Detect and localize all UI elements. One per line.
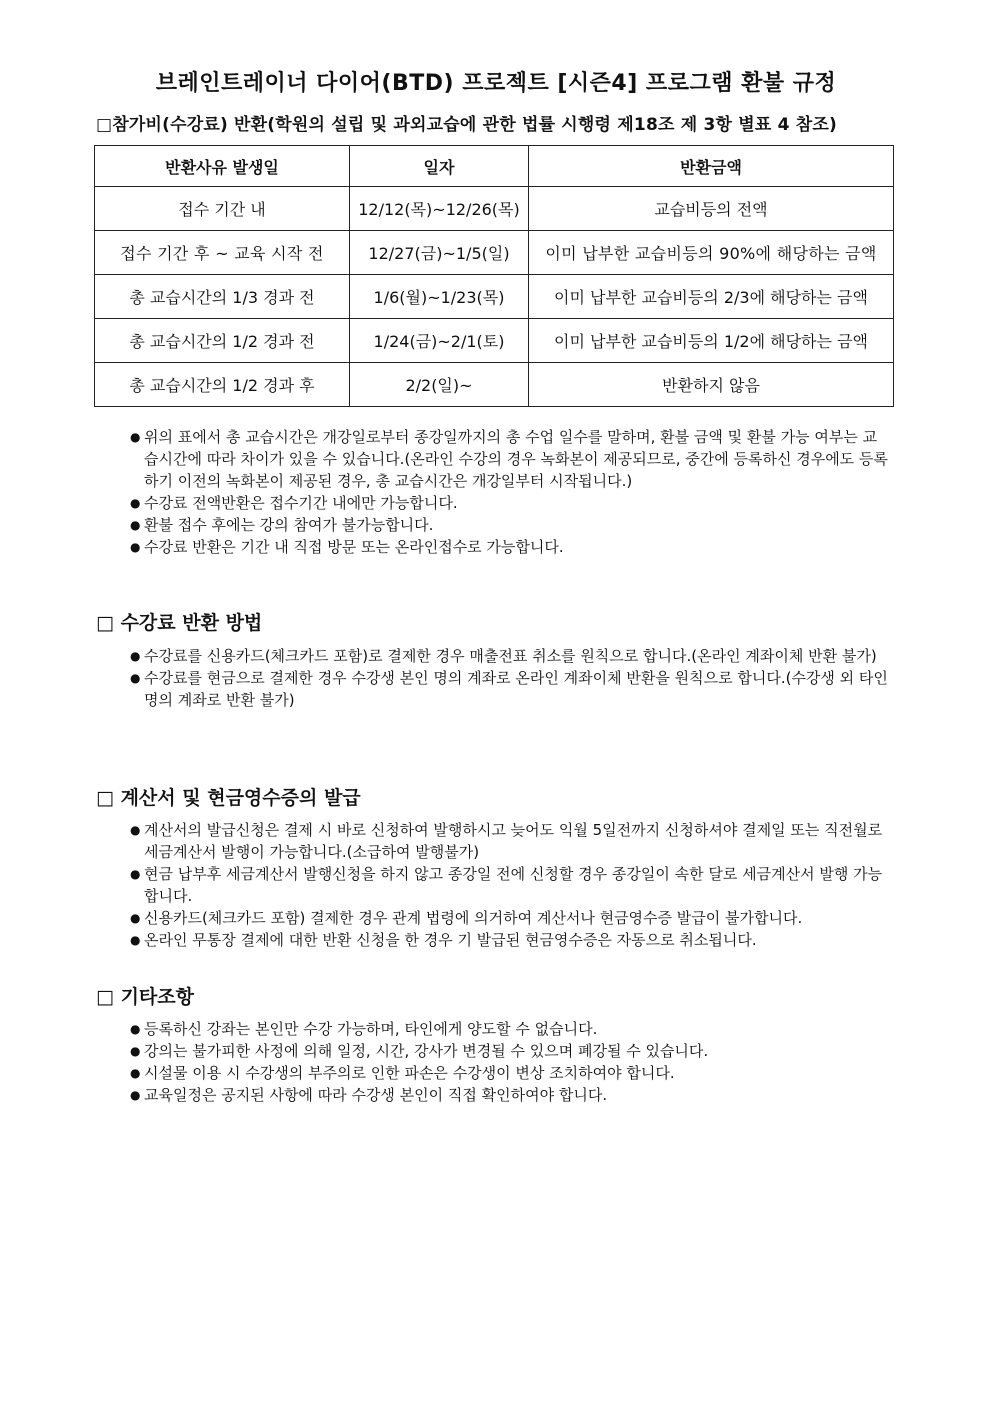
other-terms-list [130, 1018, 890, 1106]
cell-reason: 접수 기간 내 [95, 187, 350, 231]
list-item: ● 온라인 무통장 결제에 대한 반환 신청을 한 경우 기 발급된 현금영수증은 자동으로 취소됩니다. [130, 929, 890, 951]
table-row [95, 231, 894, 275]
section-heading-other: □ 기타조항 [96, 986, 194, 1008]
list-item: ● 강의는 불가피한 사정에 의해 일정, 시간, 강사가 변경될 수 있으며 폐강될 수 있습니다. [130, 1040, 890, 1062]
cell-date: 12/27(금)~1/5(일) [350, 231, 529, 275]
table-row [95, 363, 894, 407]
cell-amount: 이미 납부한 교습비등의 2/3에 해당하는 금액 [529, 275, 894, 319]
cell-amount: 교습비등의 전액 [529, 187, 894, 231]
list-item: ● 계산서의 발급신청은 결제 시 바로 신청하여 발행하시고 늦어도 익월 5일전까지 신청하셔야 결제일 또는 직전월로 세금계산서 발행이 가능합니다.(소급하여 발행불가) [130, 819, 890, 863]
header-amount: 반환금액 [529, 146, 894, 187]
list-item: ● 환불 접수 후에는 강의 참여가 불가능합니다. [130, 514, 890, 536]
cell-reason: 총 교습시간의 1/3 경과 전 [95, 275, 350, 319]
table-row [95, 275, 894, 319]
cell-amount: 이미 납부한 교습비등의 90%에 해당하는 금액 [529, 231, 894, 275]
header-reason: 반환사유 발생일 [95, 146, 350, 187]
table-notes-list [130, 426, 890, 558]
list-item: ● 수강료를 현금으로 결제한 경우 수강생 본인 명의 계좌로 온라인 계좌이체 반환을 원칙으로 합니다.(수강생 외 타인 명의 계좌로 반환 불가) [130, 667, 890, 711]
list-item: ● 등록하신 강좌는 본인만 수강 가능하며, 타인에게 양도할 수 없습니다. [130, 1018, 890, 1040]
cell-amount: 반환하지 않음 [529, 363, 894, 407]
list-item: ● 위의 표에서 총 교습시간은 개강일로부터 종강일까지의 총 수업 일수를 말하며, 환불 금액 및 환불 가능 여부는 교습시간에 따라 차이가 있을 수 있습니다.(온라인 수강의 경우 녹화본이 제공되므로, 중간에 등록하신 경우에도 등록하기 이전의 녹화본이 제공된 경우, 총 교습시간은 개강일부터 시작됩니다.) [130, 426, 890, 492]
table-row [95, 319, 894, 363]
refund-table [94, 145, 894, 407]
section-heading-receipts: □ 계산서 및 현금영수증의 발급 [96, 787, 361, 809]
cell-reason: 총 교습시간의 1/2 경과 전 [95, 319, 350, 363]
cell-reason: 총 교습시간의 1/2 경과 후 [95, 363, 350, 407]
table-header-row [95, 146, 894, 187]
cell-reason: 접수 기간 후 ~ 교육 시작 전 [95, 231, 350, 275]
list-item: ● 수강료 반환은 기간 내 직접 방문 또는 온라인접수로 가능합니다. [130, 536, 890, 558]
refund-subtitle: □참가비(수강료) 반환(학원의 설립 및 과외교습에 관한 법률 시행령 제18조 제 3항 별표 4 참조) [96, 115, 837, 135]
list-item: ● 수강료 전액반환은 접수기간 내에만 가능합니다. [130, 492, 890, 514]
cell-date: 1/6(월)~1/23(목) [350, 275, 529, 319]
cell-date: 2/2(일)~ [350, 363, 529, 407]
list-item: ● 시설물 이용 시 수강생의 부주의로 인한 파손은 수강생이 변상 조치하여야 합니다. [130, 1062, 890, 1084]
receipts-list [130, 819, 890, 951]
table-row [95, 187, 894, 231]
cell-amount: 이미 납부한 교습비등의 1/2에 해당하는 금액 [529, 319, 894, 363]
header-date: 일자 [350, 146, 529, 187]
document-title: 브레인트레이너 다이어(BTD) 프로젝트 [시즌4] 프로그램 환불 규정 [155, 71, 837, 96]
list-item: ● 교육일정은 공지된 사항에 따라 수강생 본인이 직접 확인하여야 합니다. [130, 1084, 890, 1106]
refund-method-list [130, 645, 890, 711]
list-item: ● 수강료를 신용카드(체크카드 포함)로 결제한 경우 매출전표 취소를 원칙으로 합니다.(온라인 계좌이체 반환 불가) [130, 645, 890, 667]
list-item: ● 신용카드(체크카드 포함) 결제한 경우 관계 법령에 의거하여 계산서나 현금영수증 발급이 불가합니다. [130, 907, 890, 929]
cell-date: 1/24(금)~2/1(토) [350, 319, 529, 363]
list-item: ● 현금 납부후 세금계산서 발행신청을 하지 않고 종강일 전에 신청할 경우 종강일이 속한 달로 세금계산서 발행 가능합니다. [130, 863, 890, 907]
cell-date: 12/12(목)~12/26(목) [350, 187, 529, 231]
section-heading-refund-method: □ 수강료 반환 방법 [96, 612, 263, 634]
